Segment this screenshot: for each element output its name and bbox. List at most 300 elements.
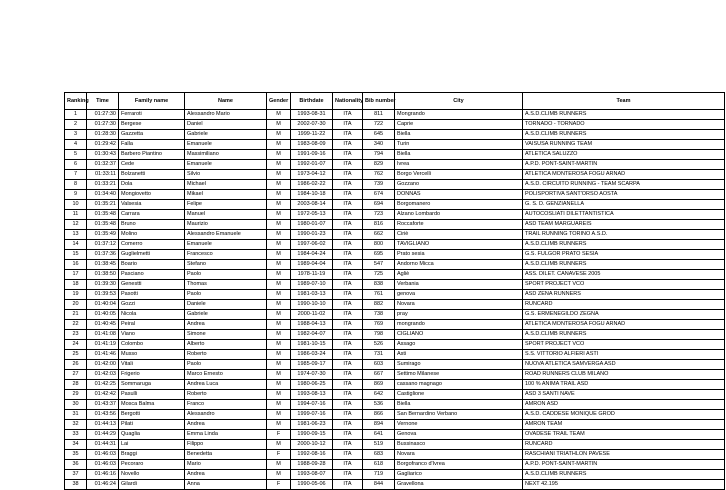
table-row xyxy=(65,400,725,410)
ranking-cell: 8 xyxy=(65,180,87,190)
team-cell: A.S.D.CLIMB RUNNERS xyxy=(523,130,725,140)
time-cell: 01:33:21 xyxy=(87,180,119,190)
gender-cell: M xyxy=(267,380,291,390)
table-row xyxy=(65,330,725,340)
birthdate-cell: 2003-08-14 xyxy=(291,200,333,210)
ranking-cell: 10 xyxy=(65,200,87,210)
city-cell: Mongrando xyxy=(395,110,523,120)
family-name-cell: Mongiovetto xyxy=(119,190,185,200)
team-cell: A.S.D. CADDESE MONIQUE GROD xyxy=(523,410,725,420)
bib-number-cell: 738 xyxy=(363,310,395,320)
name-cell: Filippo xyxy=(185,440,267,450)
city-cell: Castiglione xyxy=(395,390,523,400)
table-row xyxy=(65,190,725,200)
nationality-cell: ITA xyxy=(333,450,363,460)
bib-number-cell: 526 xyxy=(363,340,395,350)
table-row xyxy=(65,260,725,270)
bib-number-cell: 618 xyxy=(363,460,395,470)
team-cell: A.P.D. PONT-SAINT-MARTIN xyxy=(523,160,725,170)
city-cell: Biella xyxy=(395,400,523,410)
nationality-cell: ITA xyxy=(333,470,363,480)
city-cell: Ivrea xyxy=(395,160,523,170)
name-cell: Daniele xyxy=(185,300,267,310)
ranking-cell: 16 xyxy=(65,260,87,270)
table-row xyxy=(65,350,725,360)
bib-number-cell: 340 xyxy=(363,140,395,150)
gender-cell: M xyxy=(267,400,291,410)
table-row xyxy=(65,420,725,430)
nationality-cell: ITA xyxy=(333,440,363,450)
nationality-cell: ITA xyxy=(333,330,363,340)
nationality-cell: ITA xyxy=(333,200,363,210)
city-cell: mongrando xyxy=(395,320,523,330)
time-cell: 01:43:56 xyxy=(87,410,119,420)
name-cell: Felipe xyxy=(185,200,267,210)
name-cell: Andrea Luca xyxy=(185,380,267,390)
ranking-cell: 32 xyxy=(65,420,87,430)
name-cell: Paolo xyxy=(185,290,267,300)
city-cell: Borgofranco d'Ivrea xyxy=(395,460,523,470)
team-cell: A.S.D. CIRCUITO RUNNING - TEAM SCARPA xyxy=(523,180,725,190)
bib-number-cell: 829 xyxy=(363,160,395,170)
birthdate-cell: 1991-09-16 xyxy=(291,150,333,160)
gender-cell: F xyxy=(267,430,291,440)
nationality-cell: ITA xyxy=(333,190,363,200)
time-cell: 01:34:40 xyxy=(87,190,119,200)
nationality-cell: ITA xyxy=(333,380,363,390)
family-name-cell: Gazzetta xyxy=(119,130,185,140)
table-row xyxy=(65,230,725,240)
nationality-cell: ITA xyxy=(333,280,363,290)
ranking-cell: 2 xyxy=(65,120,87,130)
team-cell: A.S.D.CLIMB RUNNERS xyxy=(523,240,725,250)
table-row xyxy=(65,370,725,380)
gender-cell: M xyxy=(267,410,291,420)
nationality-cell: ITA xyxy=(333,410,363,420)
bib-number-cell: 547 xyxy=(363,260,395,270)
bib-number-cell: 866 xyxy=(363,410,395,420)
name-cell: Emanuele xyxy=(185,140,267,150)
nationality-cell: ITA xyxy=(333,370,363,380)
city-cell: Gagliarico xyxy=(395,470,523,480)
gender-cell: M xyxy=(267,330,291,340)
ranking-cell: 24 xyxy=(65,340,87,350)
birthdate-cell: 1993-08-31 xyxy=(291,110,333,120)
table-row xyxy=(65,460,725,470)
team-cell: G.S. ERMENEGILDO ZEGNA xyxy=(523,310,725,320)
birthdate-cell: 1980-06-25 xyxy=(291,380,333,390)
city-cell: Gozzano xyxy=(395,180,523,190)
city-cell: CIGLIANO xyxy=(395,330,523,340)
time-cell: 01:27:30 xyxy=(87,110,119,120)
name-cell: Andrea xyxy=(185,320,267,330)
time-cell: 01:35:49 xyxy=(87,230,119,240)
team-cell: AMRON TEAM xyxy=(523,420,725,430)
name-cell: Gabriele xyxy=(185,130,267,140)
time-cell: 01:35:21 xyxy=(87,200,119,210)
table-row xyxy=(65,180,725,190)
gender-cell: M xyxy=(267,370,291,380)
gender-cell: M xyxy=(267,210,291,220)
team-cell: SPORT PROJECT VCO xyxy=(523,340,725,350)
time-cell: 01:44:29 xyxy=(87,430,119,440)
table-row xyxy=(65,450,725,460)
birthdate-cell: 1990-09-15 xyxy=(291,430,333,440)
ranking-cell: 35 xyxy=(65,450,87,460)
time-cell: 01:35:48 xyxy=(87,220,119,230)
table-row xyxy=(65,290,725,300)
city-cell: Borgomanero xyxy=(395,200,523,210)
nationality-cell: ITA xyxy=(333,110,363,120)
table-row xyxy=(65,120,725,130)
bib-number-cell: 722 xyxy=(363,120,395,130)
time-cell: 01:46:16 xyxy=(87,470,119,480)
name-cell: Mario xyxy=(185,460,267,470)
table-row xyxy=(65,390,725,400)
nationality-cell: ITA xyxy=(333,310,363,320)
bib-number-cell: 798 xyxy=(363,330,395,340)
bib-number-cell: 723 xyxy=(363,210,395,220)
family-name-cell: Pasotti xyxy=(119,290,185,300)
team-cell: TRAIL RUNNING TORINO A.S.D. xyxy=(523,230,725,240)
ranking-cell: 25 xyxy=(65,350,87,360)
city-cell: Caprie xyxy=(395,120,523,130)
birthdate-cell: 1981-06-23 xyxy=(291,420,333,430)
gender-cell: M xyxy=(267,180,291,190)
team-cell: NEXT 42.195 xyxy=(523,480,725,490)
time-cell: 01:42:00 xyxy=(87,360,119,370)
city-cell: Borgo Vercelli xyxy=(395,170,523,180)
name-cell: Franco xyxy=(185,400,267,410)
birthdate-cell: 1999-07-16 xyxy=(291,410,333,420)
time-cell: 01:42:42 xyxy=(87,390,119,400)
table-row xyxy=(65,110,725,120)
bib-number-cell: 761 xyxy=(363,290,395,300)
table-row xyxy=(65,430,725,440)
gender-cell: M xyxy=(267,220,291,230)
team-cell: S.S. VITTORIO ALFIERI ASTI xyxy=(523,350,725,360)
city-cell: San Bernardino Verbano xyxy=(395,410,523,420)
column-header-city: City xyxy=(395,93,523,110)
column-header-team: Team xyxy=(523,93,725,110)
gender-cell: M xyxy=(267,440,291,450)
name-cell: Alessandro Emanuele xyxy=(185,230,267,240)
gender-cell: M xyxy=(267,120,291,130)
family-name-cell: Barbero Piantino xyxy=(119,150,185,160)
column-header-nationality: Nationality xyxy=(333,93,363,110)
name-cell: Thomas xyxy=(185,280,267,290)
bib-number-cell: 694 xyxy=(363,200,395,210)
gender-cell: M xyxy=(267,170,291,180)
gender-cell: M xyxy=(267,200,291,210)
name-cell: Alessandro Mario xyxy=(185,110,267,120)
birthdate-cell: 1982-04-07 xyxy=(291,330,333,340)
city-cell: Biella xyxy=(395,130,523,140)
bib-number-cell: 536 xyxy=(363,400,395,410)
name-cell: Maurizio xyxy=(185,220,267,230)
table-row xyxy=(65,220,725,230)
results-table xyxy=(64,92,725,490)
family-name-cell: Musso xyxy=(119,350,185,360)
time-cell: 01:41:19 xyxy=(87,340,119,350)
ranking-cell: 28 xyxy=(65,380,87,390)
name-cell: Manuel xyxy=(185,210,267,220)
time-cell: 01:42:25 xyxy=(87,380,119,390)
header-row xyxy=(65,93,725,110)
nationality-cell: ITA xyxy=(333,150,363,160)
nationality-cell: ITA xyxy=(333,320,363,330)
birthdate-cell: 2002-07-30 xyxy=(291,120,333,130)
birthdate-cell: 2000-10-12 xyxy=(291,440,333,450)
name-cell: Andrea xyxy=(185,470,267,480)
nationality-cell: ITA xyxy=(333,460,363,470)
bib-number-cell: 725 xyxy=(363,270,395,280)
ranking-cell: 3 xyxy=(65,130,87,140)
name-cell: Emanuele xyxy=(185,160,267,170)
birthdate-cell: 1978-11-19 xyxy=(291,270,333,280)
bib-number-cell: 695 xyxy=(363,250,395,260)
table-row xyxy=(65,150,725,160)
table-row xyxy=(65,320,725,330)
ranking-cell: 18 xyxy=(65,280,87,290)
bib-number-cell: 811 xyxy=(363,110,395,120)
family-name-cell: Bruno xyxy=(119,220,185,230)
family-name-cell: Viano xyxy=(119,330,185,340)
team-cell: AMRON ASD xyxy=(523,400,725,410)
bib-number-cell: 667 xyxy=(363,370,395,380)
gender-cell: M xyxy=(267,270,291,280)
time-cell: 01:38:50 xyxy=(87,270,119,280)
team-cell: A.S.D.CLIMB RUNNERS xyxy=(523,110,725,120)
nationality-cell: ITA xyxy=(333,270,363,280)
nationality-cell: ITA xyxy=(333,180,363,190)
time-cell: 01:40:05 xyxy=(87,310,119,320)
gender-cell: M xyxy=(267,130,291,140)
nationality-cell: ITA xyxy=(333,300,363,310)
results-body xyxy=(65,110,725,490)
nationality-cell: ITA xyxy=(333,400,363,410)
city-cell: Novara xyxy=(395,450,523,460)
family-name-cell: Valsesia xyxy=(119,200,185,210)
family-name-cell: Mosca Balma xyxy=(119,400,185,410)
nationality-cell: ITA xyxy=(333,430,363,440)
family-name-cell: Gilardi xyxy=(119,480,185,490)
table-row xyxy=(65,170,725,180)
birthdate-cell: 1986-03-24 xyxy=(291,350,333,360)
name-cell: Francesco xyxy=(185,250,267,260)
gender-cell: M xyxy=(267,320,291,330)
team-cell: ASD TEAM MARGUAREIS xyxy=(523,220,725,230)
nationality-cell: ITA xyxy=(333,140,363,150)
name-cell: Michael xyxy=(185,180,267,190)
birthdate-cell: 1983-08-09 xyxy=(291,140,333,150)
team-cell: A.P.D. PONT-SAINT-MARTIN xyxy=(523,460,725,470)
bib-number-cell: 641 xyxy=(363,430,395,440)
birthdate-cell: 1989-04-04 xyxy=(291,260,333,270)
time-cell: 01:42:03 xyxy=(87,370,119,380)
nationality-cell: ITA xyxy=(333,340,363,350)
gender-cell: M xyxy=(267,300,291,310)
gender-cell: M xyxy=(267,250,291,260)
column-header-birthdate: Birthdate xyxy=(291,93,333,110)
bib-number-cell: 769 xyxy=(363,320,395,330)
ranking-cell: 17 xyxy=(65,270,87,280)
time-cell: 01:43:37 xyxy=(87,400,119,410)
time-cell: 01:39:53 xyxy=(87,290,119,300)
time-cell: 01:35:48 xyxy=(87,210,119,220)
nationality-cell: ITA xyxy=(333,160,363,170)
family-name-cell: Pasciano xyxy=(119,270,185,280)
city-cell: Gravellona xyxy=(395,480,523,490)
birthdate-cell: 1986-02-22 xyxy=(291,180,333,190)
team-cell: TORNADO - TORNADO xyxy=(523,120,725,130)
table-row xyxy=(65,140,725,150)
team-cell: A.S.D.CLIMB RUNNERS xyxy=(523,330,725,340)
bib-number-cell: 519 xyxy=(363,440,395,450)
team-cell: ATLETICA MONTEROSA FOGU ARNAD xyxy=(523,320,725,330)
team-cell: G.S. FULGOR PRATO SESIA xyxy=(523,250,725,260)
table-row xyxy=(65,360,725,370)
time-cell: 01:32:37 xyxy=(87,160,119,170)
family-name-cell: Sommaruga xyxy=(119,380,185,390)
family-name-cell: Gozzi xyxy=(119,300,185,310)
nationality-cell: ITA xyxy=(333,260,363,270)
ranking-cell: 29 xyxy=(65,390,87,400)
birthdate-cell: 1989-07-10 xyxy=(291,280,333,290)
name-cell: Mikael xyxy=(185,190,267,200)
team-cell: NUOVA ATLETICA SAMVERGA ASD xyxy=(523,360,725,370)
gender-cell: M xyxy=(267,350,291,360)
table-row xyxy=(65,470,725,480)
ranking-cell: 15 xyxy=(65,250,87,260)
team-cell: SPORT PROJECT VCO xyxy=(523,280,725,290)
gender-cell: F xyxy=(267,480,291,490)
table-row xyxy=(65,130,725,140)
family-name-cell: Lai xyxy=(119,440,185,450)
family-name-cell: Novello xyxy=(119,470,185,480)
nationality-cell: ITA xyxy=(333,240,363,250)
nationality-cell: ITA xyxy=(333,360,363,370)
team-cell: ASS. DILET. CANAVESE 2005 xyxy=(523,270,725,280)
birthdate-cell: 1980-01-07 xyxy=(291,220,333,230)
bib-number-cell: 662 xyxy=(363,230,395,240)
nationality-cell: ITA xyxy=(333,350,363,360)
gender-cell: M xyxy=(267,150,291,160)
name-cell: Simone xyxy=(185,330,267,340)
gender-cell: M xyxy=(267,260,291,270)
nationality-cell: ITA xyxy=(333,390,363,400)
nationality-cell: ITA xyxy=(333,420,363,430)
ranking-cell: 26 xyxy=(65,360,87,370)
birthdate-cell: 1981-03-13 xyxy=(291,290,333,300)
city-cell: Roccaforte xyxy=(395,220,523,230)
family-name-cell: Pasulli xyxy=(119,390,185,400)
gender-cell: M xyxy=(267,290,291,300)
ranking-cell: 33 xyxy=(65,430,87,440)
ranking-cell: 22 xyxy=(65,320,87,330)
gender-cell: M xyxy=(267,160,291,170)
bib-number-cell: 603 xyxy=(363,360,395,370)
city-cell: Biella xyxy=(395,150,523,160)
city-cell: TAVIGLIANO xyxy=(395,240,523,250)
ranking-cell: 34 xyxy=(65,440,87,450)
nationality-cell: ITA xyxy=(333,170,363,180)
name-cell: Roberto xyxy=(185,350,267,360)
family-name-cell: Cede xyxy=(119,160,185,170)
bib-number-cell: 816 xyxy=(363,220,395,230)
family-name-cell: Peiral xyxy=(119,320,185,330)
city-cell: cassano magnago xyxy=(395,380,523,390)
ranking-cell: 38 xyxy=(65,480,87,490)
family-name-cell: Frigerio xyxy=(119,370,185,380)
table-row xyxy=(65,200,725,210)
bib-number-cell: 762 xyxy=(363,170,395,180)
birthdate-cell: 1988-09-28 xyxy=(291,460,333,470)
gender-cell: M xyxy=(267,240,291,250)
family-name-cell: Genestti xyxy=(119,280,185,290)
city-cell: Verbania xyxy=(395,280,523,290)
city-cell: Sumirago xyxy=(395,360,523,370)
ranking-cell: 13 xyxy=(65,230,87,240)
family-name-cell: Falla xyxy=(119,140,185,150)
city-cell: Andorno Micca xyxy=(395,260,523,270)
city-cell: genova xyxy=(395,290,523,300)
bib-number-cell: 674 xyxy=(363,190,395,200)
nationality-cell: ITA xyxy=(333,230,363,240)
family-name-cell: Carrara xyxy=(119,210,185,220)
bib-number-cell: 642 xyxy=(363,390,395,400)
bib-number-cell: 683 xyxy=(363,450,395,460)
bib-number-cell: 800 xyxy=(363,240,395,250)
birthdate-cell: 1985-09-17 xyxy=(291,360,333,370)
name-cell: Andrea xyxy=(185,420,267,430)
name-cell: Alberto xyxy=(185,340,267,350)
name-cell: Alessandro xyxy=(185,410,267,420)
gender-cell: M xyxy=(267,340,291,350)
birthdate-cell: 1997-06-02 xyxy=(291,240,333,250)
ranking-cell: 7 xyxy=(65,170,87,180)
gender-cell: M xyxy=(267,280,291,290)
ranking-cell: 5 xyxy=(65,150,87,160)
nationality-cell: ITA xyxy=(333,290,363,300)
city-cell: Asti xyxy=(395,350,523,360)
ranking-cell: 23 xyxy=(65,330,87,340)
team-cell: OVADESE TRAIL TEAM xyxy=(523,430,725,440)
family-name-cell: Bergese xyxy=(119,120,185,130)
column-header-name: Name xyxy=(185,93,267,110)
family-name-cell: Pilati xyxy=(119,420,185,430)
time-cell: 01:40:04 xyxy=(87,300,119,310)
team-cell: 100 % ANIMA TRAIL ASD xyxy=(523,380,725,390)
table-row xyxy=(65,280,725,290)
ranking-cell: 27 xyxy=(65,370,87,380)
name-cell: Marco Ernesto xyxy=(185,370,267,380)
bib-number-cell: 869 xyxy=(363,380,395,390)
gender-cell: M xyxy=(267,310,291,320)
city-cell: Assago xyxy=(395,340,523,350)
name-cell: Anna xyxy=(185,480,267,490)
family-name-cell: Colombo xyxy=(119,340,185,350)
gender-cell: M xyxy=(267,390,291,400)
name-cell: Massimiliano xyxy=(185,150,267,160)
gender-cell: M xyxy=(267,420,291,430)
birthdate-cell: 1984-04-24 xyxy=(291,250,333,260)
nationality-cell: ITA xyxy=(333,120,363,130)
family-name-cell: Vitali xyxy=(119,360,185,370)
gender-cell: M xyxy=(267,190,291,200)
city-cell: Prato sesia xyxy=(395,250,523,260)
table-row xyxy=(65,250,725,260)
